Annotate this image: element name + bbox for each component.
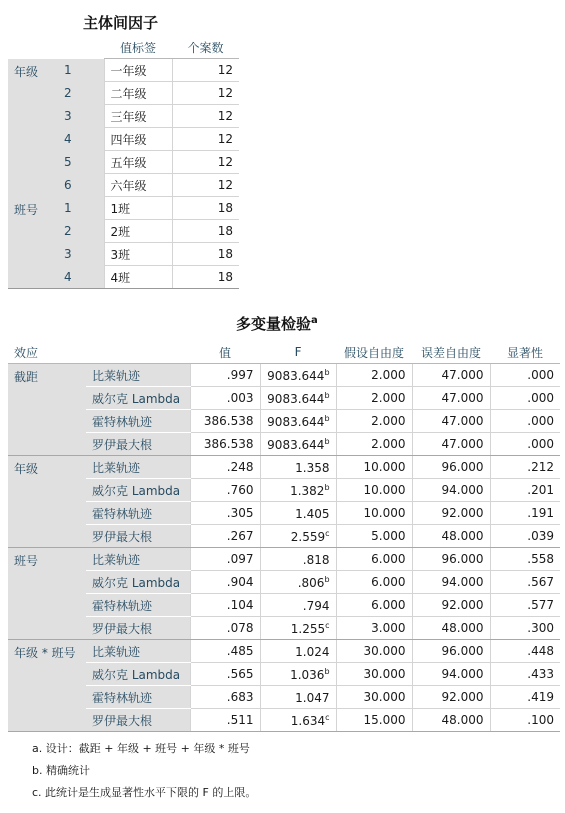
table-row [8, 364, 560, 387]
table1-header-empty [56, 36, 104, 59]
table1-header-count: 个案数 [172, 36, 239, 59]
f-value [260, 525, 336, 548]
factor-code: 3 [56, 243, 104, 266]
error-df: 48.000 [412, 617, 490, 640]
footnote-b: b. 精确统计 [32, 764, 90, 777]
f-number: .794 [302, 598, 330, 613]
f-value [260, 502, 336, 525]
test-name: 霍特林轨迹 [86, 502, 190, 525]
table2-header-value: 值 [190, 341, 260, 364]
f-value [260, 364, 336, 387]
hypothesis-df: 15.000 [336, 709, 412, 732]
hypothesis-df: 5.000 [336, 525, 412, 548]
hypothesis-df: 30.000 [336, 686, 412, 709]
significance: .000 [490, 364, 560, 387]
test-name: 比莱轨迹 [86, 640, 190, 663]
f-value [260, 548, 336, 571]
f-value [260, 456, 336, 479]
table-row [8, 640, 560, 663]
f-number: 1.358 [295, 460, 330, 475]
table2-body [8, 364, 560, 732]
f-value [260, 686, 336, 709]
f-value [260, 571, 336, 594]
test-value: .097 [190, 548, 260, 571]
table-row [8, 686, 560, 709]
f-footnote-marker: b [324, 390, 330, 400]
case-count: 18 [172, 197, 239, 220]
value-label: 四年级 [104, 128, 172, 151]
case-count: 12 [172, 151, 239, 174]
table-row [8, 433, 560, 456]
table-row [8, 525, 560, 548]
significance: .577 [490, 594, 560, 617]
table-row [8, 594, 560, 617]
table-row [8, 709, 560, 732]
significance: .000 [490, 410, 560, 433]
test-value: .904 [190, 571, 260, 594]
f-number: 1.634 [290, 713, 326, 728]
f-number: 1.047 [295, 690, 330, 705]
f-footnote-marker: b [324, 367, 330, 377]
table1-title: 主体间因子 [83, 14, 159, 32]
value-label: 六年级 [104, 174, 172, 197]
test-name: 霍特林轨迹 [86, 594, 190, 617]
f-number: 1.255 [290, 621, 326, 636]
test-value: .305 [190, 502, 260, 525]
table-row [8, 617, 560, 640]
f-footnote-marker: b [324, 574, 330, 584]
error-df: 96.000 [412, 456, 490, 479]
f-value [260, 594, 336, 617]
case-count: 18 [172, 266, 239, 289]
test-name: 罗伊最大根 [86, 709, 190, 732]
f-value [260, 433, 336, 456]
table2-title-sup: a [311, 315, 318, 326]
test-value: .003 [190, 387, 260, 410]
error-df: 47.000 [412, 364, 490, 387]
table2-header-row [8, 341, 560, 364]
test-value: .248 [190, 456, 260, 479]
value-label: 一年级 [104, 59, 172, 82]
table-row [8, 548, 560, 571]
f-value [260, 617, 336, 640]
value-label: 3班 [104, 243, 172, 266]
hypothesis-df: 30.000 [336, 640, 412, 663]
table2-header-hypothesis-df: 假设自由度 [336, 341, 412, 364]
factor-code: 6 [56, 174, 104, 197]
table2-header-effect: 效应 [8, 341, 190, 364]
table-row [8, 410, 560, 433]
f-value [260, 640, 336, 663]
effect-name: 年级 [8, 456, 86, 548]
table1-header-label: 值标签 [104, 36, 172, 59]
test-name: 比莱轨迹 [86, 456, 190, 479]
test-value: .104 [190, 594, 260, 617]
f-footnote-marker: b [324, 666, 330, 676]
hypothesis-df: 2.000 [336, 387, 412, 410]
f-number: 9083.644 [267, 437, 325, 452]
error-df: 92.000 [412, 594, 490, 617]
effect-name: 截距 [8, 364, 86, 456]
table2-title-text: 多变量检验 [236, 315, 312, 333]
f-number: 9083.644 [267, 368, 325, 383]
error-df: 96.000 [412, 548, 490, 571]
f-number: 1.405 [295, 506, 330, 521]
table-row [8, 663, 560, 686]
footnotes [32, 738, 256, 804]
test-value: 386.538 [190, 410, 260, 433]
test-name: 威尔克 Lambda [86, 479, 190, 502]
error-df: 96.000 [412, 640, 490, 663]
test-value: .267 [190, 525, 260, 548]
error-df: 94.000 [412, 663, 490, 686]
table1-header-row [8, 36, 239, 59]
table-row [8, 502, 560, 525]
significance: .039 [490, 525, 560, 548]
factor-code: 2 [56, 220, 104, 243]
effect-name: 班号 [8, 548, 86, 640]
significance: .567 [490, 571, 560, 594]
f-footnote-marker: b [324, 436, 330, 446]
f-number: 1.024 [295, 644, 330, 659]
test-name: 比莱轨迹 [86, 364, 190, 387]
hypothesis-df: 10.000 [336, 456, 412, 479]
factor-name: 班号 [8, 197, 56, 289]
f-number: .806 [297, 575, 325, 590]
table1-header-empty [8, 36, 56, 59]
test-value: .511 [190, 709, 260, 732]
f-number: 1.036 [290, 667, 325, 682]
table-row [8, 456, 560, 479]
f-value [260, 479, 336, 502]
f-value [260, 663, 336, 686]
hypothesis-df: 2.000 [336, 410, 412, 433]
test-name: 罗伊最大根 [86, 617, 190, 640]
case-count: 12 [172, 105, 239, 128]
significance: .448 [490, 640, 560, 663]
factor-code: 1 [56, 59, 104, 82]
case-count: 12 [172, 82, 239, 105]
hypothesis-df: 10.000 [336, 479, 412, 502]
effect-name: 年级 * 班号 [8, 640, 86, 732]
factor-code: 5 [56, 151, 104, 174]
case-count: 12 [172, 59, 239, 82]
test-value: .565 [190, 663, 260, 686]
factor-code: 2 [56, 82, 104, 105]
hypothesis-df: 3.000 [336, 617, 412, 640]
f-value [260, 387, 336, 410]
factor-code: 4 [56, 128, 104, 151]
test-name: 比莱轨迹 [86, 548, 190, 571]
factor-code: 4 [56, 266, 104, 289]
significance: .100 [490, 709, 560, 732]
test-name: 威尔克 Lambda [86, 387, 190, 410]
error-df: 48.000 [412, 525, 490, 548]
test-value: .485 [190, 640, 260, 663]
table-row [8, 387, 560, 410]
value-label: 二年级 [104, 82, 172, 105]
footnote-a: a. 设计：截距 + 年级 + 班号 + 年级 * 班号 [32, 742, 250, 755]
hypothesis-df: 6.000 [336, 571, 412, 594]
significance: .419 [490, 686, 560, 709]
test-name: 罗伊最大根 [86, 433, 190, 456]
error-df: 47.000 [412, 410, 490, 433]
error-df: 94.000 [412, 479, 490, 502]
f-value [260, 709, 336, 732]
significance: .212 [490, 456, 560, 479]
between-subjects-factors-table [8, 36, 239, 289]
table2-header-f: F [260, 341, 336, 364]
significance: .300 [490, 617, 560, 640]
table2-title [236, 313, 318, 334]
multivariate-tests-table [8, 341, 560, 732]
error-df: 47.000 [412, 387, 490, 410]
test-name: 霍特林轨迹 [86, 686, 190, 709]
case-count: 18 [172, 243, 239, 266]
significance: .191 [490, 502, 560, 525]
f-number: 9083.644 [267, 391, 325, 406]
test-name: 霍特林轨迹 [86, 410, 190, 433]
error-df: 47.000 [412, 433, 490, 456]
test-name: 威尔克 Lambda [86, 571, 190, 594]
f-footnote-marker: b [324, 413, 330, 423]
f-number: 2.559 [290, 529, 326, 544]
test-value: .760 [190, 479, 260, 502]
value-label: 1班 [104, 197, 172, 220]
case-count: 12 [172, 128, 239, 151]
test-name: 罗伊最大根 [86, 525, 190, 548]
factor-name: 年级 [8, 59, 56, 197]
case-count: 12 [172, 174, 239, 197]
f-footnote-marker: c [325, 620, 330, 630]
value-label: 五年级 [104, 151, 172, 174]
f-footnote-marker: c [325, 712, 330, 722]
f-number: 1.382 [290, 483, 325, 498]
value-label: 2班 [104, 220, 172, 243]
footnote-c: c. 此统计是生成显著性水平下限的 F 的上限。 [32, 786, 257, 799]
significance: .558 [490, 548, 560, 571]
test-value: .997 [190, 364, 260, 387]
table2-header-sig: 显著性 [490, 341, 560, 364]
error-df: 48.000 [412, 709, 490, 732]
table2-header-error-df: 误差自由度 [412, 341, 490, 364]
error-df: 92.000 [412, 502, 490, 525]
case-count: 18 [172, 220, 239, 243]
hypothesis-df: 6.000 [336, 548, 412, 571]
test-value: .078 [190, 617, 260, 640]
test-value: 386.538 [190, 433, 260, 456]
value-label: 三年级 [104, 105, 172, 128]
f-footnote-marker: c [325, 528, 330, 538]
test-value: .683 [190, 686, 260, 709]
table1-body [8, 59, 239, 289]
table-row [8, 571, 560, 594]
significance: .201 [490, 479, 560, 502]
table-row [8, 197, 239, 220]
f-value [260, 410, 336, 433]
error-df: 94.000 [412, 571, 490, 594]
hypothesis-df: 2.000 [336, 433, 412, 456]
hypothesis-df: 30.000 [336, 663, 412, 686]
test-name: 威尔克 Lambda [86, 663, 190, 686]
significance: .433 [490, 663, 560, 686]
error-df: 92.000 [412, 686, 490, 709]
f-number: .818 [302, 552, 330, 567]
factor-code: 1 [56, 197, 104, 220]
value-label: 4班 [104, 266, 172, 289]
significance: .000 [490, 387, 560, 410]
f-footnote-marker: b [324, 482, 330, 492]
hypothesis-df: 10.000 [336, 502, 412, 525]
f-number: 9083.644 [267, 414, 325, 429]
factor-code: 3 [56, 105, 104, 128]
table-row [8, 59, 239, 82]
table-row [8, 479, 560, 502]
hypothesis-df: 2.000 [336, 364, 412, 387]
hypothesis-df: 6.000 [336, 594, 412, 617]
significance: .000 [490, 433, 560, 456]
